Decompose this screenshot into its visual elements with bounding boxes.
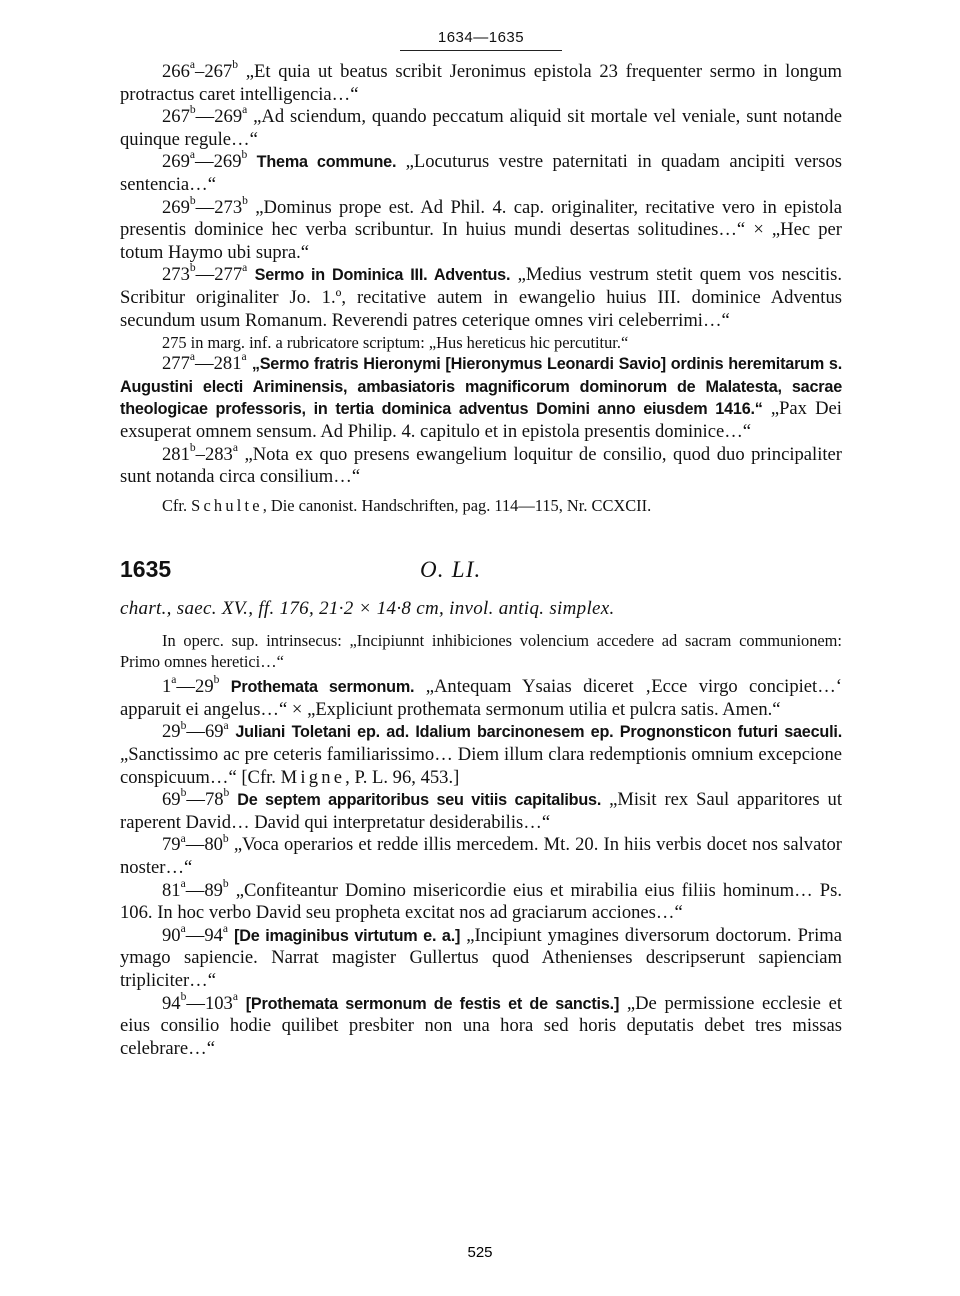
entry-text: „Voca operarios et redde illis mercedem. Mt. 20. In hiis verbis docet nos salvator noster…“ (120, 834, 842, 879)
entry-text: „Dominus prope est. Ad Phil. 4. cap. originaliter, recitative vero in epistola presentis dominice hec verba scribuntur. In huius mundi desertas solitudines…“ × „Hec per totum Haymo ubi supra.“ (120, 196, 842, 263)
cfr-reference (120, 495, 842, 516)
folio-side: b (189, 104, 196, 117)
folio-number: —273 (195, 196, 243, 218)
folio-number: —69 (186, 721, 224, 743)
folio-number: 269 (162, 196, 190, 218)
folio-entry (120, 676, 842, 721)
entry-text: „Et quia ut beatus scribit Jeronimus epistola 23 frequenter sermo in longum protractus caret intelligencia…“ (120, 61, 842, 105)
folio-entry (120, 106, 842, 151)
entry-text: „Locuturus vestre paternitati in quadam ancipiti versos sentencia…“ (120, 151, 843, 195)
manuscript-description: chart., saec. XV., ff. 176, 21·2 × 14·8 cm, invol. antiq. simplex. (120, 597, 615, 619)
cfr-prefix: Cfr. (162, 495, 192, 515)
folio-number: —29 (176, 676, 214, 698)
folio-entry (120, 194, 842, 265)
folio-side: a (223, 719, 229, 732)
folio-side: a (222, 922, 229, 935)
entry-title: [Prothemata sermonum de festis et de sanctis.] (245, 994, 620, 1013)
folio-number: 266 (162, 61, 190, 82)
folio-side: a (232, 441, 238, 454)
folio-number: —89 (185, 879, 223, 901)
folio-side: a (189, 149, 196, 162)
folio-side: b (222, 877, 229, 890)
folio-side: a (171, 674, 177, 687)
folio-number: —277 (195, 264, 243, 286)
document-page (120, 28, 842, 1060)
folio-side: a (189, 351, 196, 364)
inner-cover-note: In operc. sup. intrinsecus: „Incipiunnt inhibiciones volencium accedere ad sacram communionem: Primo omnes heretici…“ (120, 631, 842, 672)
folio-side: a (242, 262, 248, 275)
entry-text: „Nota ex quo presens ewangelium loquitur de consilio, quod duo principaliter sunt notanda circa consilium…“ (120, 443, 842, 488)
folio-side: b (180, 990, 187, 1003)
folio-number: 94 (162, 992, 181, 1014)
folio-range (162, 721, 229, 742)
entry-title: De septem apparitoribus seu vitiis capitalibus. (237, 791, 602, 810)
folio-number: —94 (185, 924, 223, 946)
entry-text: „Ad sciendum, quando peccatum aliquid sit mortale vel veniale, sunt notande quinque regule…“ (120, 106, 842, 150)
folio-range (162, 194, 248, 218)
folio-number: —281 (195, 353, 242, 375)
ms1634-entries-b (120, 353, 842, 489)
folio-side: b (180, 719, 187, 732)
folio-number: —269 (195, 106, 243, 128)
folio-range (162, 61, 238, 82)
folio-side: b (213, 674, 220, 687)
folio-side: a (180, 922, 186, 935)
folio-number: 267 (162, 106, 190, 128)
folio-entry (120, 61, 842, 106)
ms1634-entries (120, 61, 842, 332)
entry-text: „Misit rex Saul apparitores ut raperent David… David qui interpretatur desiderabilis…“ (120, 789, 843, 833)
folio-range (162, 922, 229, 946)
folio-side: a (180, 832, 186, 845)
folio-number: 1 (162, 676, 172, 698)
folio-number: —269 (195, 151, 242, 173)
folio-range (162, 990, 238, 1014)
entry-title: „Sermo fratris Hieronymi [Hieronymus Leonardi Savio] ordinis heremitarum s. Augustini electi Ariminensis, ambasiatoris magnificorum dominorum de Malatesta, sacrae theologicae professoris, in tertia dominica adventus Domini anno eiusdem 1416.“ (120, 355, 842, 419)
folio-side: b (242, 194, 248, 207)
entry-text: „Medius vestrum stetit quem vos nescitis. Scribitur originaliter Jo. 1.º, recitative autem in ewangelio huius III. dominice Adventus secundum usum Romanum. Reverendi patres ceterique omnes viri celeberrimi…“ (120, 264, 843, 331)
folio-number: —78 (186, 789, 224, 811)
running-head: 1634—1635 (437, 29, 525, 46)
folio-number: 81 (162, 879, 181, 901)
manuscript-number: 1635 (120, 555, 172, 582)
folio-side: b (232, 59, 238, 72)
entry-title: Juliani Toletani ep. ad. Idalium barcinonesem ep. Prognonsticon futuri saeculi. (235, 723, 842, 742)
folio-side: b (222, 832, 229, 845)
folio-number: —103 (186, 992, 233, 1014)
folio-entry (120, 789, 842, 834)
ms1635-entries (120, 676, 842, 1060)
folio-range (162, 877, 229, 901)
entry-title: Sermo in Dominica III. Adventus. (254, 266, 511, 285)
folio-entry (120, 721, 842, 789)
folio-entry (120, 922, 842, 993)
entry-text: „Incipiunt ymagines diversorum doctorum. Prima ymago sapiencie. Narrat magister Gullertus quod Athenienses descripserunt sapienciam tripliciter…“ (120, 924, 842, 991)
folio-entry (120, 151, 842, 196)
folio-number: 273 (162, 264, 190, 286)
page-number: 525 (467, 1244, 493, 1261)
folio-side: a (189, 59, 196, 72)
folio-side: b (223, 787, 230, 800)
folio-range (162, 441, 238, 465)
entry-text: „Sanctissimo ac pre ceteris familiarissimo… Diem illum clara redemptionis omnium excepcione conspicuum…“ [Cfr. (120, 744, 842, 788)
folio-number: 29 (162, 721, 181, 743)
folio-number: 269 (162, 151, 190, 173)
entry-text: „Confiteantur Domino misericordie eius et mirabilia eius filiis hominum… Ps. 106. In hoc verbo David seu propheta excitat nos ad graciarum acciones…“ (120, 879, 842, 924)
folio-entry (120, 441, 842, 489)
entry-text: „Pax Dei exsuperat omnem sensum. Ad Philip. 4. capitulo et in epistola presentis dominice…“ (120, 398, 842, 442)
folio-range (162, 264, 247, 285)
folio-entry (120, 353, 842, 443)
folio-number: –267 (195, 61, 233, 82)
entry-text: „Antequam Ysaias diceret ‚Ecce virgo concipiet…‘ apparuit ei angelus…“ × „Expliciunt prothemata sermonum utilia et pulcra satis. Amen.“ (120, 676, 842, 720)
folio-number: 281 (162, 443, 190, 465)
cfr-author: Schulte (191, 495, 263, 515)
folio-range (162, 834, 229, 855)
entry-title: Thema commune. (256, 153, 397, 172)
folio-number: 69 (162, 789, 181, 811)
folio-range (162, 151, 247, 172)
folio-entry (120, 834, 842, 879)
folio-side: a (180, 877, 186, 890)
folio-side: a (242, 104, 248, 117)
entry-title: [De imaginibus virtutum e. a.] (234, 926, 461, 945)
folio-side: b (189, 441, 196, 454)
folio-entry (120, 264, 842, 332)
folio-range (162, 676, 219, 697)
marginal-note: 275 in marg. inf. a rubricatore scriptum: „Hus hereticus hic percutitur.“ (162, 333, 629, 353)
folio-number: —80 (185, 834, 223, 856)
folio-entry (120, 877, 842, 925)
folio-range (162, 106, 247, 127)
folio-number: 277 (162, 353, 190, 375)
folio-number: 79 (162, 834, 181, 856)
folio-range (162, 789, 229, 810)
folio-side: b (189, 194, 196, 207)
entry-text-continued: , P. L. 96, 453.] (345, 766, 460, 788)
folio-number: –283 (195, 443, 233, 465)
folio-side: b (241, 149, 248, 162)
cfr-rest: , Die canonist. Handschriften, pag. 114—115, Nr. CCXCII. (262, 495, 652, 515)
folio-side: a (241, 351, 247, 364)
folio-number: 90 (162, 924, 181, 946)
folio-side: b (189, 262, 196, 275)
folio-range (162, 353, 247, 374)
folio-side: a (232, 990, 238, 1003)
manuscript-signature: O. LI. (420, 556, 482, 582)
entry-author: Migne (280, 766, 346, 788)
folio-entry (120, 990, 843, 1061)
folio-side: b (180, 787, 187, 800)
manuscript-heading (120, 555, 842, 590)
entry-title: Prothemata sermonum. (230, 678, 415, 697)
entry-text: „De permissione ecclesie et eius consilio hodie quilibet presbiter non una hora sed horis deputatis debet tres missas celebrare…“ (120, 992, 843, 1059)
